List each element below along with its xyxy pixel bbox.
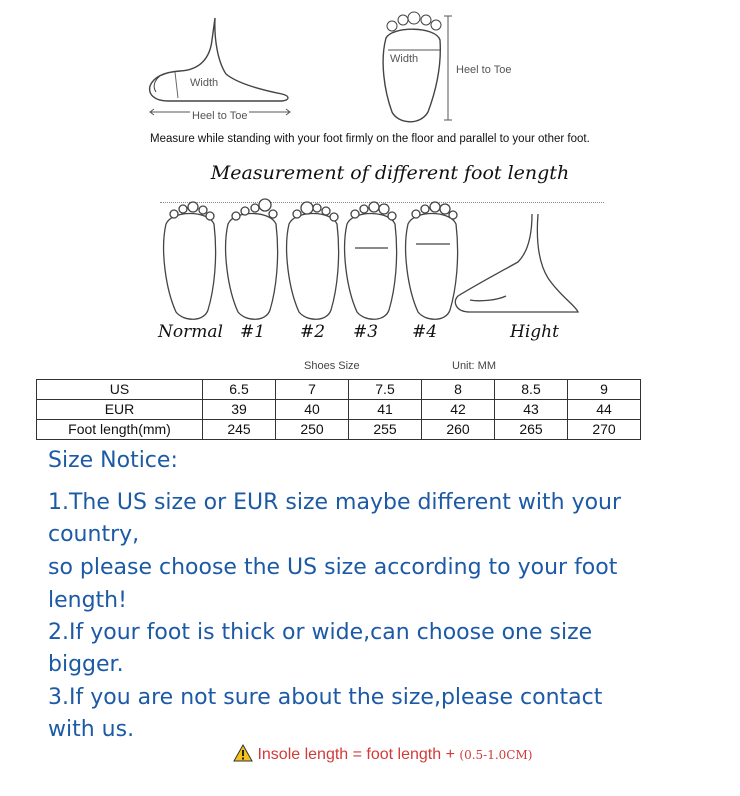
measurement-title: Measurement of different foot length <box>210 162 570 184</box>
foot-label-3: #3 <box>353 322 379 342</box>
foot-type1-icon <box>226 199 278 319</box>
table-cell: 7 <box>276 380 349 400</box>
table-cell: 6.5 <box>203 380 276 400</box>
table-cell: 255 <box>349 420 422 440</box>
table-header-size: Shoes Size <box>304 360 360 372</box>
notice-line: so please choose the US size according to your foot <box>48 555 618 580</box>
table-cell: 8.5 <box>495 380 568 400</box>
table-cell: 9 <box>568 380 641 400</box>
measure-caption: Measure while standing with your foot firmly on the floor and parallel to your other foot. <box>150 133 590 145</box>
notice-title: Size Notice: <box>48 448 178 473</box>
foot-label-4: #4 <box>412 322 438 342</box>
table-cell: 41 <box>349 400 422 420</box>
notice-line: 2.If your foot is thick or wide,can choose one size <box>48 620 593 645</box>
foot-normal-icon <box>164 202 216 319</box>
foot-type4-icon <box>406 202 458 319</box>
notice-line: with us. <box>48 717 135 742</box>
table-cell: 260 <box>422 420 495 440</box>
notice-line: 3.If you are not sure about the size,please contact <box>48 685 603 710</box>
table-cell: 44 <box>568 400 641 420</box>
row-label: Foot length(mm) <box>37 420 203 440</box>
foot-high-arch-icon <box>455 214 578 312</box>
warning-icon <box>233 744 253 762</box>
table-cell: 40 <box>276 400 349 420</box>
foot-label-2: #2 <box>300 322 326 342</box>
table-cell: 8 <box>422 380 495 400</box>
table-cell: 43 <box>495 400 568 420</box>
table-cell: 39 <box>203 400 276 420</box>
foot-label-1: #1 <box>240 322 266 342</box>
table-cell: 245 <box>203 420 276 440</box>
insole-text: Insole length = foot length + <box>257 746 460 763</box>
top-heel-label: Heel to Toe <box>456 64 512 76</box>
row-label: US <box>37 380 203 400</box>
table-cell: 7.5 <box>349 380 422 400</box>
foot-label-high: Hight <box>510 322 559 342</box>
notice-line: 1.The US size or EUR size maybe different with your <box>48 490 622 515</box>
side-width-label: Width <box>190 77 219 89</box>
notice-line: country, <box>48 522 140 547</box>
table-row <box>37 420 641 440</box>
table-row <box>37 380 641 400</box>
side-heel-label: Heel to Toe <box>192 110 248 122</box>
table-cell: 265 <box>495 420 568 440</box>
insole-range: (0.5-1.0CM) <box>459 748 533 762</box>
table-row <box>37 400 641 420</box>
insole-note <box>233 744 532 764</box>
foot-label-normal: Normal <box>158 322 223 342</box>
size-table <box>36 379 641 440</box>
notice-line: bigger. <box>48 652 124 677</box>
foot-type3-icon <box>345 202 397 319</box>
notice-line: length! <box>48 588 127 613</box>
table-cell: 250 <box>276 420 349 440</box>
foot-type2-icon <box>287 202 339 319</box>
row-label: EUR <box>37 400 203 420</box>
table-cell: 270 <box>568 420 641 440</box>
foot-types-illustration <box>0 0 740 330</box>
top-width-label: Width <box>390 53 419 65</box>
table-cell: 42 <box>422 400 495 420</box>
table-header-unit: Unit: MM <box>452 360 496 372</box>
